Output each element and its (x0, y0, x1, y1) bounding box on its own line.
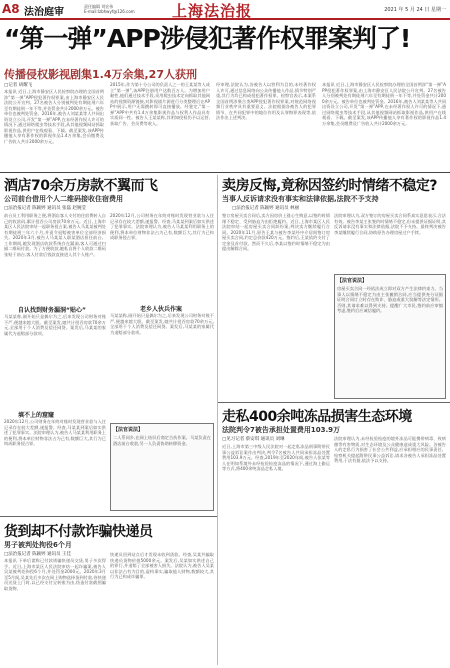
smuggling-byline: □见习记者 蔡安琪 通讯员 刘琳 (222, 437, 285, 442)
page-number: A8 (2, 2, 20, 16)
smuggling-subhead: 法院判令7被告承担处置费用103.9万 (222, 426, 341, 434)
hotel-editorial (110, 423, 214, 511)
hotel-body-3: 2020年12月,公司财务在年终对账时发现营业款与入住记录存在较大差额,遂报警。经查,马某某到案后如实供述了犯罪事实。法院审理认为,被告人马某某利用职务上的便利,将本单位财物非法占为己有,数额巨大,其行为已构成职务侵占罪。 (4, 419, 106, 446)
divider (0, 516, 217, 517)
lead-byline: □记者 胡耀飞 (4, 83, 33, 88)
hotel-editorial-body: 二人系同乡,在网上结识后商定合伙作案。马某负责在酒店前台收款,另一人负责协助转移资金。 (113, 435, 211, 446)
judge-says-body: 房屋买卖合同一经依法成立即对双方产生法律约束力。当事人以情绪不稳定为由主张撤销合同,应当提供充分证据证明合同订立时存在欺诈、胁迫或重大误解等法定情形。否则,其请求难以得到支持。提醒广大市民,签约前应审慎考虑,签约后应诚信履约。 (337, 286, 443, 313)
house-headline: 卖房反悔,竟称因签约时情绪不稳定? (222, 178, 437, 194)
newspaper-logo: 上海法治报 (172, 2, 253, 20)
hotel-editorial-title: 【法官说法】 (113, 427, 144, 433)
lead-column-4: 本报讯 近日,上海市静安区人民检察院办理的全国首例涉“第一弹”APP侵犯著作权罪案,由上海市静安区人民法院公开宣判。27名被告人分别被判处有期徒刑六年至有期徒刑一年不等,并处罚金共计2000余万元。被告单位也被判处罚金。2016年,被告人刘某某等人共同出资设立公司,开发“第一弹”APP,在未经著作权人许可的情况下,通过网络爬虫等技术手段,从其他视频网站抓取影视作品,供用户在线观看、下载。截至案发,该APP传播他人享有著作权的影视作品1.4万余集,会员缴费及广告收入共计2000余万元。 (322, 82, 446, 126)
hotel-section-2: 填不上的窟窿 (18, 412, 55, 419)
elder-body: 马某某称,刚开始只是偶尔为之,后来发现公司财务对账不严,便越来越大胆。截至案发,她共计侵吞房款70余万元,全部用于个人消费及偿还网贷。案发后,马某某的家属代为退赔部分款项。 (110, 313, 214, 335)
lead-column-3: 经审理,法院认为,各被告人以营利为目的,未经著作权人许可,通过信息网络向公众传播他人作品,情节特别严重,其行为均已构成侵犯著作权罪。检察官表示,本案系全国首例涉聚合类APP侵犯著作权罪案,对规范网络视频行业秩序具有重要意义。法院根据各被告人的犯罪情节、在共同犯罪中的地位作用及认罪悔罪表现等,依法作出上述判决。 (216, 82, 316, 120)
section-title: 法治庭审 (24, 7, 64, 18)
editor-email: E-mail:lzbhwyf@126.com (84, 9, 135, 14)
courier-body: 本报讯 下单后谎称已付款诱骗快递员交货,男子多次得手。近日,上海市某区人民法院审结一起诈骗案,被告人吴某被判处拘役6个月,并处罚金2000元。2020年3月至5月间,吴某先后多次在网上购物选择货到付款,待快递员送货上门时,以已经支付宝转账为由,伪造付款截图骗取货物。 (4, 558, 106, 591)
courier-byline: □法治报记者 陈颖婷 通讯员 王佳 (4, 552, 72, 557)
hotel-body-2: 马某某称,刚开始只是偶尔为之,后来发现公司财务对账不严,便越来越大胆。截至案发,她共计侵吞房款70余万元,全部用于个人消费及偿还网贷。案发后,马某某的家属代为退赔部分款项。 (4, 314, 106, 336)
lead-column-2: 2015年,作为第十分公司的负责人之一的王某某等人成立“第一弹”,该APP注册用户达数百万人。为增加用户黏性,他们通过技术手段,采用爬虫技术定向抓取其他网站的视频资源链接,对影视剧片源进行分类整理后在APP中展示,用户无需跳转即可直接播放。经鉴定,“第一弹”APP中共有1.4万余集影视作品与权利人作品具有实质同一性。被告人王某某称,其明知侵权仍予以运营,获取广告、会员费等收入。 (110, 82, 210, 126)
lead-column-1: 本报讯 近日,上海市静安区人民检察院办理的全国首例涉“第一弹”APP侵犯著作权罪案,由上海市静安区人民法院公开宣判。27名被告人分别被判处有期徒刑六年至有期徒刑一年不等,并处罚金共计2000余万元。被告单位也被判处罚金。2016年,被告人刘某某等人共同出资设立公司,开发“第一弹”APP,在未经著作权人许可的情况下,通过网络爬虫等技术手段,从其他视频网站抓取影视作品,供用户在线观看、下载。截至案发,该APP传播他人享有著作权的影视作品1.4万余集,会员缴费及广告收入共计2000余万元。 (4, 89, 104, 144)
courier-body-2: 快递员回到站点后才发现未收到货款。经查,吴某共骗取快递员货物价值5000余元。案发后,吴某如实供述自己的罪行,并退赔了全部被害人损失。法院认为,被告人吴某以非法占有为目的,虚构事实,骗取他人财物,数额较大,其行为已构成诈骗罪。 (110, 552, 214, 579)
divider (0, 172, 450, 173)
house-body-2: 法院审理认为,双方签订的房屋买卖合同系真实意思表示,合法有效。被告李某主张签约时情绪不稳定,但未提供证据证明,其反诉请求没有事实和法律依据,法院不予支持。最终判决被告李某继续履行合同,协助原告办理房屋过户手续。 (334, 213, 446, 235)
masthead (0, 0, 450, 20)
hotel-subhead: 公司前台借用个人二维码接收住宿费用 (4, 195, 123, 203)
elder-title: 老乡人伙兵作案 (140, 306, 183, 313)
hotel-byline: □法治报记者 陈颖婷 通讯员 张磊 赵婉莹 (4, 206, 86, 211)
house-body: 签订房屋买卖合同后,卖方因房价上涨心生悔意,以签约时情绪不稳定、受到胁迫为由拒绝履约。近日,上海市某区人民法院审结一起房屋买卖合同纠纷案,判决卖方继续履行合同。2020年11月,原告王某与被告李某经中介居间签订房屋买卖合同,约定总价款420万元。签约后,王某依约支付了定金及首付款。然而不久后,李某以签约时情绪不稳定为由提出解除合同。 (222, 213, 330, 251)
hotel-body: 前台员工利用职务之便,将酒店客人支付的住宿费转入自己的收款码,累计侵吞公司房款70余万元。近日,上海市某区人民法院审结一起职务侵占案,被告人马某某被判处有期徒刑三年六个月,并责令退赔被害单位全部经济损失。2020年3月,被告人马某某入职某酒店担任前台。工作期间,她发现酒店收款系统存在漏洞,客人可通过扫描二维码付款。为了方便收款,她私自将个人收款二维码张贴于前台,客人付款后钱款直接进入其个人账户。 (4, 213, 106, 257)
lead-subhead: 传播侵权影视剧集1.4万余集,27人获刑 (4, 68, 197, 81)
hotel-headline: 酒店70余万房款不翼而飞 (4, 178, 158, 194)
editor-name: 责任编辑 刘宏伟 (84, 4, 114, 9)
smuggling-body-2: 法院审理认为,未经检验检疫的境外冻品可能携带病毒、致病菌等有害物质,对生态环境及公众健康造成重大风险。各被告人的走私行为损害了社会公共利益,应承担相应的民事责任。检察机关提起附带民事公益诉讼,请求各被告人承担冻品处置费用,于法有据,依法予以支持。 (334, 436, 446, 463)
divider (218, 402, 450, 403)
judge-says-box (334, 274, 446, 399)
hotel-body-4: 2020年12月,公司财务在年终对账时发现营业款与入住记录存在较大差额,遂报警。经查,马某某到案后如实供述了犯罪事实。法院审理认为,被告人马某某利用职务上的便利,将本单位财物非法占为己有,数额巨大,其行为已构成职务侵占罪。 (110, 213, 214, 240)
hotel-section-1: 自认找到财务漏洞“贴心” (18, 307, 86, 314)
courier-headline: 货到却不付款诈骗快递员 (4, 524, 153, 540)
lead-headline: “第一弹”APP涉侵犯著作权罪案判了! (4, 24, 411, 53)
smuggling-headline: 走私400余吨冻品损害生态环境 (222, 409, 412, 425)
courier-subhead: 男子被判处拘役6个月 (4, 541, 72, 549)
judge-says-title: 【法官说法】 (337, 278, 368, 284)
smuggling-body: 近日,上海市第三中级人民法院对一起走私冻品刑事附带民事公益诉讼案作出判决,判令7名被告人共同承担冻品处置费用103.9万元。经查,2019年至2020年间,被告人张某等人在明知系境外未经检验检疫冻品的情况下,通过海上偷运等方式,将400余吨冻品走私入境。 (222, 444, 330, 471)
house-subhead: 当事人反诉请求没有事实和法律依据,法院不予支持 (222, 195, 379, 203)
house-byline: □法治报记者 陈颖婷 通讯员 林丽 (232, 206, 300, 211)
issue-date: 2021 年 5 月 24 日 星期一 (384, 7, 446, 13)
editor-info (84, 4, 135, 14)
column-divider (217, 175, 218, 665)
